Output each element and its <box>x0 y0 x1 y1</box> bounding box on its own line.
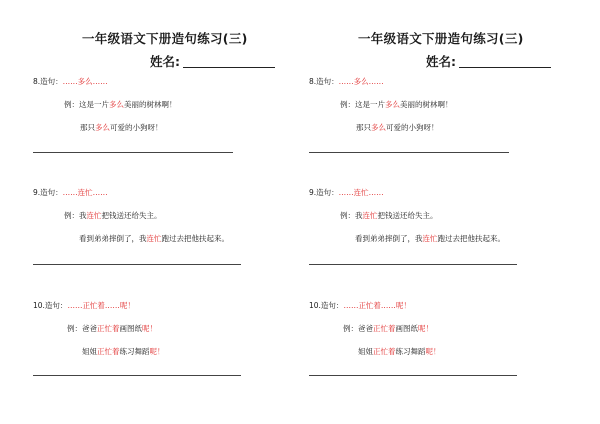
exercise-9-example-1: 例：我连忙把钱送还给失主。 <box>340 211 438 220</box>
exercise-8-answer-line[interactable] <box>309 152 509 153</box>
name-label: 姓名: <box>426 54 456 69</box>
exercise-10-answer-line[interactable] <box>33 375 241 376</box>
exercise-9-answer-line[interactable] <box>33 264 241 265</box>
exercise-8-label: 8.造句：……多么…… <box>33 77 108 86</box>
exercise-9-example-2: 看到弟弟摔倒了，我连忙跑过去把他扶起来。 <box>355 234 505 243</box>
exercise-10-answer-line[interactable] <box>309 375 517 376</box>
exercise-8-label: 8.造句：……多么…… <box>309 77 384 86</box>
name-field <box>150 52 275 70</box>
exercise-10-label: 10.造句：……正忙着……呢！ <box>33 301 135 310</box>
exercise-8-example-2: 那只多么可爱的小狗呀！ <box>80 123 163 132</box>
exercise-9-label: 9.造句：……连忙…… <box>33 188 108 197</box>
exercise-10-example-1: 例：爸爸正忙着画图纸呢！ <box>343 324 433 333</box>
exercise-8-example-2: 那只多么可爱的小狗呀！ <box>356 123 439 132</box>
exercise-9-answer-line[interactable] <box>309 264 517 265</box>
worksheet-copy-right <box>276 0 566 424</box>
name-blank-line[interactable] <box>183 55 275 68</box>
name-blank-line[interactable] <box>459 55 551 68</box>
exercise-10-label: 10.造句：……正忙着……呢！ <box>309 301 411 310</box>
worksheet-title: 一年级语文下册造句练习(三) <box>82 31 248 46</box>
exercise-9-example-1: 例：我连忙把钱送还给失主。 <box>64 211 162 220</box>
exercise-8-example-1: 例：这是一片多么美丽的树林啊！ <box>64 100 177 109</box>
exercise-10-example-1: 例：爸爸正忙着画图纸呢！ <box>67 324 157 333</box>
exercise-9-label: 9.造句：……连忙…… <box>309 188 384 197</box>
exercise-10-example-2: 姐姐正忙着练习舞蹈呢！ <box>82 347 165 356</box>
exercise-9-example-2: 看到弟弟摔倒了，我连忙跑过去把他扶起来。 <box>79 234 229 243</box>
worksheet-title: 一年级语文下册造句练习(三) <box>358 31 524 46</box>
exercise-10-example-2: 姐姐正忙着练习舞蹈呢！ <box>358 347 441 356</box>
name-field <box>426 52 551 70</box>
exercise-8-answer-line[interactable] <box>33 152 233 153</box>
exercise-8-example-1: 例：这是一片多么美丽的树林啊！ <box>340 100 453 109</box>
name-label: 姓名: <box>150 54 180 69</box>
worksheet-copy-left <box>0 0 290 424</box>
